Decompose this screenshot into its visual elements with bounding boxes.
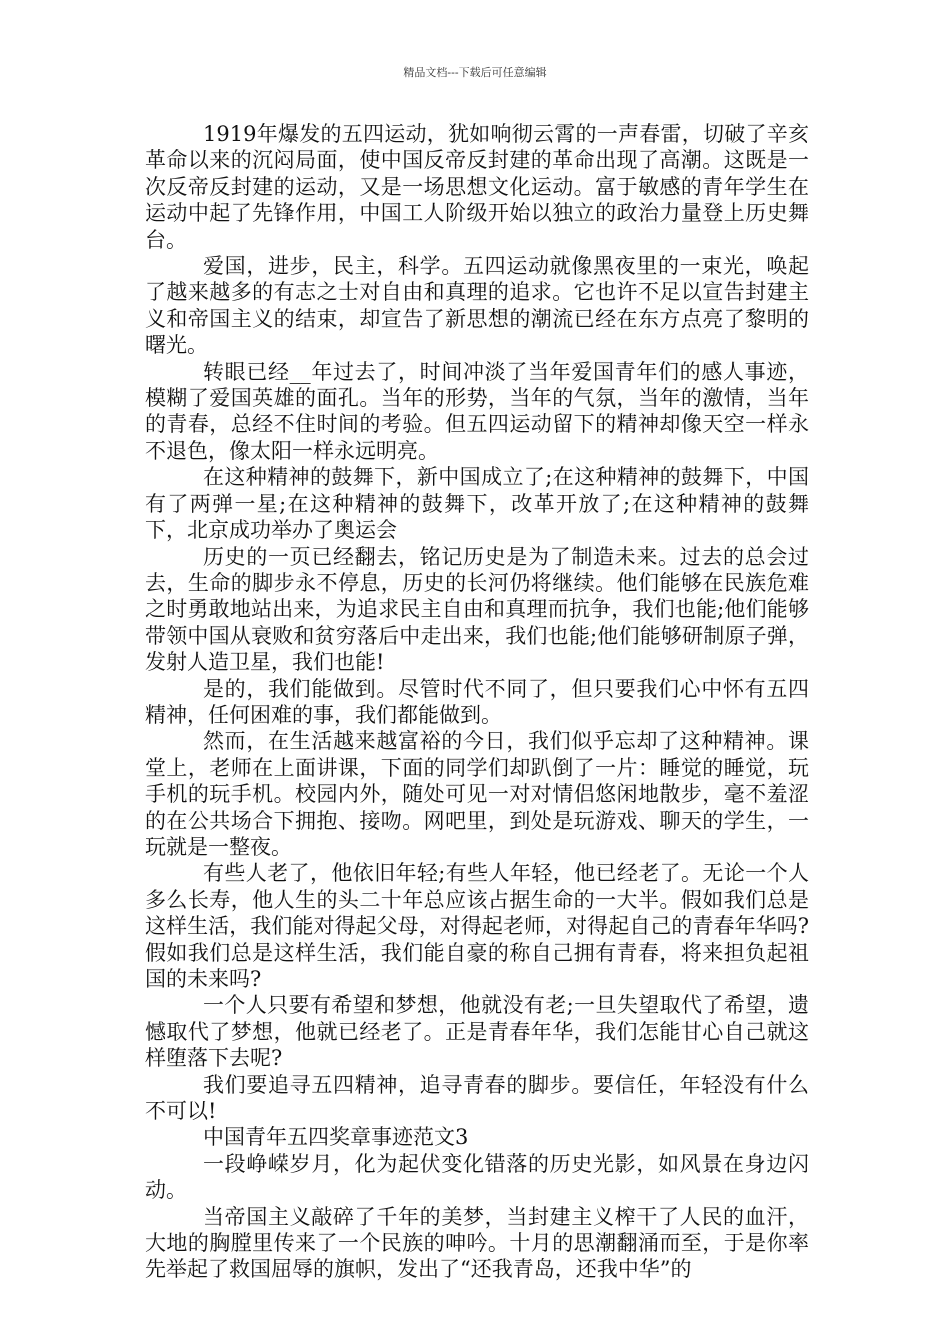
- paragraph: 然而，在生活越来越富裕的今日，我们似乎忘却了这种精神。课堂上，老师在上面讲课，下面的同学们却趴倒了一片：睡觉的睡觉，玩手机的玩手机。校园内外，随处可见一对对情侣悠闲地散步，毫不羞涩的在公共场合下拥抱、接吻。网吧里，到处是玩游戏、聊天的学生，一玩就是一整夜。: [145, 729, 809, 859]
- paragraph: 有些人老了，他依旧年轻;有些人年轻，他已经老了。无论一个人多么长寿，他人生的头二十年总应该占据生命的一大半。假如我们总是这样生活，我们能对得起父母，对得起老师，对得起自己的青春年华吗?假如我们总是这样生活，我们能自豪的称自己拥有青春，将来担负起祖国的未来吗?: [145, 861, 809, 991]
- paragraph: 历史的一页已经翻去，铭记历史是为了制造未来。过去的总会过去，生命的脚步永不停息，历史的长河仍将继续。他们能够在民族危难之时勇敢地站出来，为追求民主自由和真理而抗争，我们也能;他们能够带领中国从衰败和贫穷落后中走出来，我们也能;他们能够研制原子弹，发射人造卫星，我们也能!: [145, 544, 809, 675]
- document-body: [145, 121, 809, 1283]
- section-heading: 中国青年五四奖章事迹范文3: [203, 1125, 469, 1150]
- paragraph: 爱国，进步，民主，科学。五四运动就像黑夜里的一束光，唤起了越来越多的有志之士对自由和真理的追求。它也许不足以宣告封建主义和帝国主义的结束，却宣告了新思想的潮流已经在东方点亮了黎明的曙光。: [145, 254, 809, 358]
- paragraph: 1919年爆发的五四运动，犹如响彻云霄的一声春雷，切破了辛亥革命以来的沉闷局面，使中国反帝反封建的革命出现了高潮。这既是一次反帝反封建的运动，又是一场思想文化运动。富于敏感的青年学生在运动中起了先锋作用，中国工人阶级开始以独立的政治力量登上历史舞台。: [145, 122, 809, 252]
- paragraph: 当帝国主义敲碎了千年的美梦，当封建主义榨干了人民的血汗，大地的胸膛里传来了一个民族的呻吟。十月的思潮翻涌而至，于是你率先举起了救国屈辱的旗帜，发出了“还我青岛，还我中华”的: [145, 1204, 809, 1282]
- paragraph: 转眼已经__年过去了，时间冲淡了当年爱国青年们的感人事迹，模糊了爱国英雄的面孔。当年的形势，当年的气氛，当年的激情，当年的青春，总经不住时间的考验。但五四运动留下的精神却像天空一样永不退色，像太阳一样永远明亮。: [145, 359, 809, 463]
- paragraph: 一段峥嵘岁月，化为起伏变化错落的历史光影，如风景在身边闪动。: [145, 1151, 809, 1203]
- paragraph: 我们要追寻五四精神，追寻青春的脚步。要信任，年轻没有什么不可以!: [145, 1072, 809, 1124]
- paragraph: 在这种精神的鼓舞下，新中国成立了;在这种精神的鼓舞下，中国有了两弹一星;在这种精神的鼓舞下，改革开放了;在这种精神的鼓舞下，北京成功举办了奥运会: [145, 465, 809, 543]
- paragraph: 一个人只要有希望和梦想，他就没有老;一旦失望取代了希望，遗憾取代了梦想，他就已经老了。正是青春年华，我们怎能甘心自己就这样堕落下去呢?: [145, 993, 809, 1071]
- paragraph: 是的，我们能做到。尽管时代不同了，但只要我们心中怀有五四精神，任何困难的事，我们都能做到。: [145, 676, 809, 727]
- page-header: 精品文档---下载后可任意编辑: [403, 66, 547, 79]
